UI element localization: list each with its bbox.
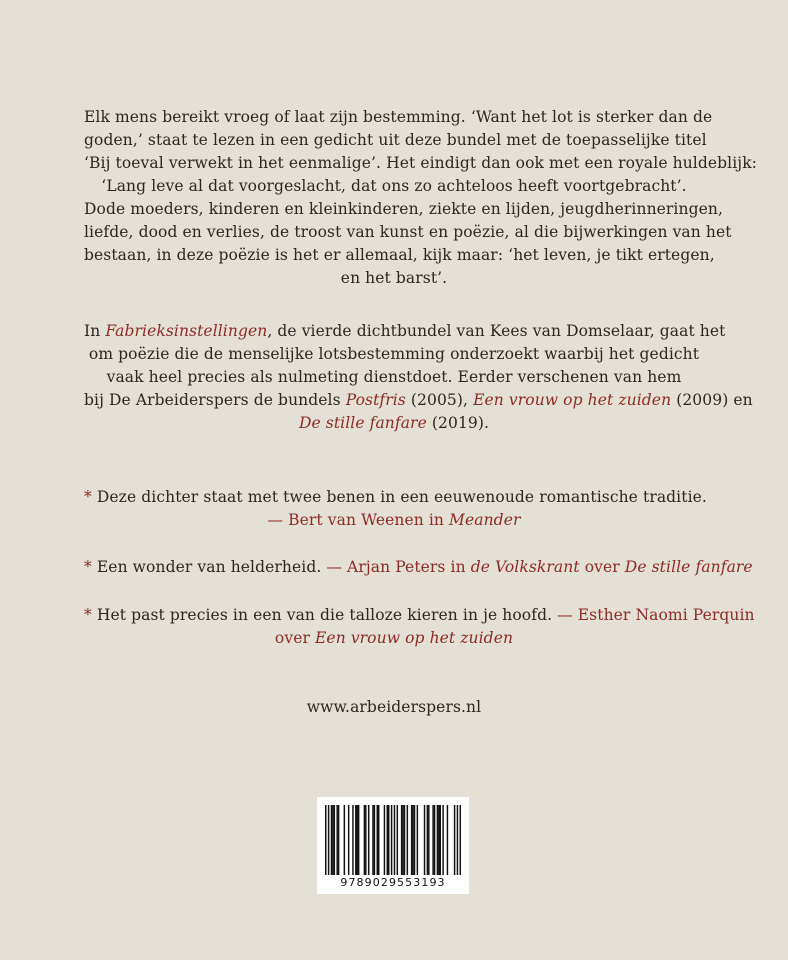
barcode-bar (411, 805, 412, 875)
asterisk-marker: * (84, 558, 92, 576)
isbn-number: 9789029553193 (340, 876, 446, 889)
blurb-line: en het barst’. (340, 269, 448, 287)
text-run: — Arjan Peters in (326, 558, 471, 576)
barcode-bar (328, 805, 329, 875)
book-title: Een vrouw op het zuiden (473, 391, 672, 409)
quote-text: Deze dichter staat met twee benen in een eeuwenoude romantische traditie. (91, 488, 707, 506)
barcode-bar (404, 805, 405, 875)
review-quote-3 (84, 604, 755, 650)
asterisk-marker: * (84, 488, 92, 506)
blurb-paragraph-2 (84, 320, 753, 435)
quote-text: Een wonder van helderheid. (91, 558, 327, 576)
barcode-bar (372, 805, 373, 875)
quote-line (84, 486, 707, 509)
barcode-bar (355, 805, 356, 875)
text-run: (2019). (426, 414, 490, 432)
text-run: In (84, 322, 106, 340)
barcode-bar (412, 805, 413, 875)
barcode-bar (348, 805, 349, 875)
quote-line (84, 604, 755, 627)
text-run: bij De Arbeiderspers de bundels (84, 391, 346, 409)
quote-text: Het past precies in een van die talloze kieren in je hoofd. (91, 606, 558, 624)
barcode-bar (332, 805, 333, 875)
blurb-line (84, 412, 704, 435)
blurb-line: om poëzie die de menselijke lotsbestemming onderzoekt waarbij het gedicht (88, 345, 700, 363)
barcode-bars (325, 805, 461, 875)
barcode-bar (338, 805, 339, 875)
isbn-barcode (317, 797, 469, 894)
barcode-bar (440, 805, 441, 875)
barcode-bar (434, 805, 435, 875)
blurb-line: Elk mens bereikt vroeg of laat zijn bestemming. ‘Want het lot is sterker dan de (84, 108, 713, 126)
blurb-line: ‘Lang leve al dat voorgeslacht, dat ons zo achteloos heeft voortgebracht’. (101, 177, 687, 195)
text-run: , de vierde dichtbundel van Kees van Domselaar, gaat het (267, 322, 726, 340)
barcode-bar (331, 805, 332, 875)
barcode-bar (401, 805, 402, 875)
blurb-line: bestaan, in deze poëzie is het er allemaal, kijk maar: ‘het leven, je tikt ertegen, (84, 246, 715, 264)
barcode-bar (391, 805, 392, 875)
url-text[interactable]: www.arbeiderspers.nl (306, 698, 482, 716)
quote-attribution (84, 509, 704, 532)
blurb-paragraph-1 (84, 106, 758, 290)
book-title: Een vrouw op het zuiden (315, 629, 514, 647)
barcode-bar (438, 805, 439, 875)
barcode-bar (432, 805, 433, 875)
barcode-bar (384, 805, 385, 875)
barcode-bar (336, 805, 337, 875)
barcode-bar (358, 805, 359, 875)
barcode-bar (374, 805, 375, 875)
barcode-bar (352, 805, 353, 875)
barcode-bar (424, 805, 425, 875)
barcode-bar (414, 805, 415, 875)
blurb-line: goden,’ staat te lezen in een gedicht uit deze bundel met de toepasselijke titel (84, 131, 707, 149)
barcode-bar (397, 805, 398, 875)
barcode-bar (460, 805, 461, 875)
quote-attribution (84, 627, 704, 650)
barcode-bar (377, 805, 378, 875)
quote-line (84, 556, 753, 579)
barcode-bar (387, 805, 388, 875)
barcode-bar (428, 805, 429, 875)
barcode-bar (356, 805, 357, 875)
publication-name: Meander (449, 511, 521, 529)
blurb-line (84, 320, 726, 343)
book-title: Postfris (345, 391, 406, 409)
quote-attribution: — Esther Naomi Perquin (557, 606, 755, 624)
barcode-bar (394, 805, 395, 875)
book-title: De stille fanfare (298, 414, 427, 432)
barcode-bar (378, 805, 379, 875)
text-run: — Bert van Weenen in (267, 511, 450, 529)
blurb-line: Dode moeders, kinderen en kleinkinderen, ziekte en lijden, jeugdherinneringen, (84, 200, 723, 218)
text-run: over (579, 558, 625, 576)
text-run: (2009) en (671, 391, 753, 409)
asterisk-marker: * (84, 606, 92, 624)
text-run: (2005), (405, 391, 474, 409)
barcode-bar (454, 805, 455, 875)
barcode-bar (365, 805, 366, 875)
barcode-bar (457, 805, 458, 875)
blurb-line: liefde, dood en verlies, de troost van kunst en poëzie, al die bijwerkingen van het (84, 223, 732, 241)
publisher-url[interactable] (84, 696, 704, 719)
barcode-bar (442, 805, 443, 875)
barcode-bar (437, 805, 438, 875)
review-quote-1 (84, 486, 707, 532)
publication-name: de Volkskrant (470, 558, 580, 576)
quote-attribution (326, 558, 752, 576)
barcode-bar (368, 805, 369, 875)
barcode-bar (388, 805, 389, 875)
barcode-bar (402, 805, 403, 875)
barcode-bar (427, 805, 428, 875)
barcode-bar (447, 805, 448, 875)
blurb-line (84, 389, 753, 412)
barcode-bar (407, 805, 408, 875)
blurb-line: ‘Bij toeval verwekt in het eenmalige’. Het eindigt dan ook met een royale huldeblijk: (84, 154, 758, 172)
blurb-line: vaak heel precies als nulmeting dienstdoet. Eerder verschenen van hem (106, 368, 682, 386)
barcode-bar (364, 805, 365, 875)
text-run: over (274, 629, 316, 647)
book-title: De stille fanfare (624, 558, 753, 576)
barcode-bar (344, 805, 345, 875)
book-title: Fabrieksinstellingen (105, 322, 268, 340)
review-quote-2 (84, 556, 753, 579)
barcode-bar (334, 805, 335, 875)
barcode-bar (325, 805, 326, 875)
barcode-bar (417, 805, 418, 875)
